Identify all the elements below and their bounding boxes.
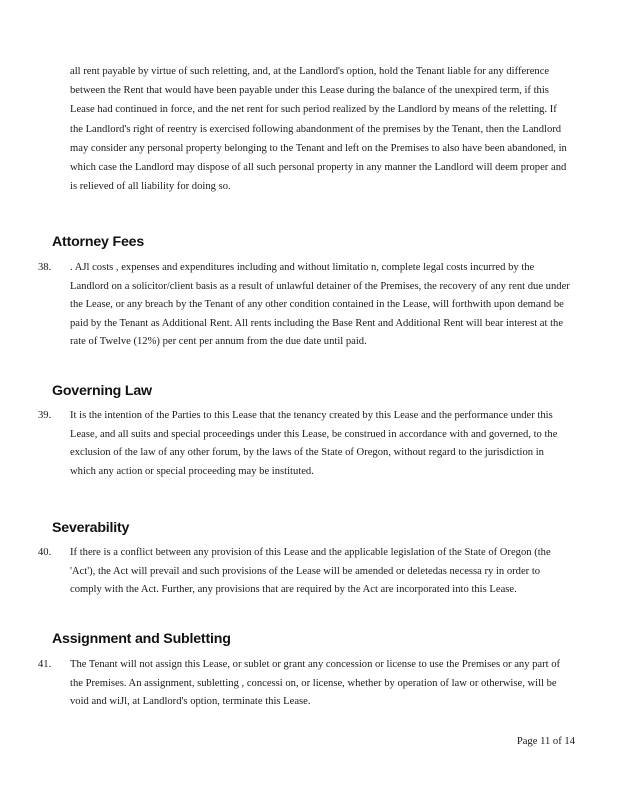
clause-40 — [38, 544, 570, 600]
clause-text: . AJl costs , expenses and expenditures including and without limitatio n, complete legal costs incurred by the Landlord on a solicitor/client basis as a result of unlawful detainer of the Premises, the recovery of any rent due under the Lease, or any breach by the Tenant of any other condition contained in the Lease, will forthwith upon demand be paid by the Tenant as Additional Rent. All rents including the Base Rent and Additional Rent will bear interest at the rate of Twelve (12%) per cent per annum from the due date until paid. — [70, 262, 570, 348]
clause-39 — [38, 407, 570, 481]
heading-governing-law: Governing Law — [52, 383, 152, 399]
clause-text: The Tenant will not assign this Lease, or sublet or grant any concession or license to use the Premises or any part of the Premises. An assignment, subletting , concessi on, or license, whether by operation of law or otherwise, will be void and wiJl, at Landlord's option, terminate this Lease. — [70, 659, 561, 708]
page-number: Page 11 of 14 — [516, 736, 575, 747]
clause-text: It is the intention of the Parties to this Lease that the tenancy created by this Lease and the performance under this Lease, and all suits and special proceedings under this Lease, be construed in accordance with and governed, to the exclusion of the law of any other forum, by the laws of the State of Oregon, without regard to the jurisdiction in which any action or special proceeding may be instituted. — [70, 410, 558, 477]
clause-number: 40. — [38, 547, 52, 558]
clause-number: 38. — [38, 262, 52, 273]
clause-text: If there is a conflict between any provision of this Lease and the applicable legislation of the State of Oregon (the 'Act'), the Act will prevail and such provisions of the Lease will be amended or deletedas necessa ry in order to comply with the Act. Further, any provisions that are required by the Act are incorporated into this Lease. — [70, 547, 551, 596]
heading-severability: Severability — [52, 520, 130, 536]
clause-number: 39. — [38, 410, 52, 421]
heading-assignment-subletting: Assignment and Subletting — [52, 631, 231, 647]
clause-41 — [38, 656, 570, 712]
clause-38 — [38, 259, 570, 352]
intro-paragraph: all rent payable by virtue of such reletting, and, at the Landlord's option, hold the Tenant liable for any difference between the Rent that would have been payable under this Lease during the balance of the unexpired term, if this Lease had continued in force, and the net rent for such period realized by the Landlord by means of the reletting. If the Landlord's right of reentry is exercised following abandonment of the premises by the Tenant, then the Landlord may consider any personal property belonging to the Tenant and left on the Premises to also have been abandoned, in which case the Landlord may dispose of all such personal property in any manner the Landlord will deem proper and is relieved of all liability for doing so. — [70, 66, 567, 193]
clause-number: 41. — [38, 659, 52, 670]
heading-attorney-fees: Attorney Fees — [52, 234, 145, 250]
